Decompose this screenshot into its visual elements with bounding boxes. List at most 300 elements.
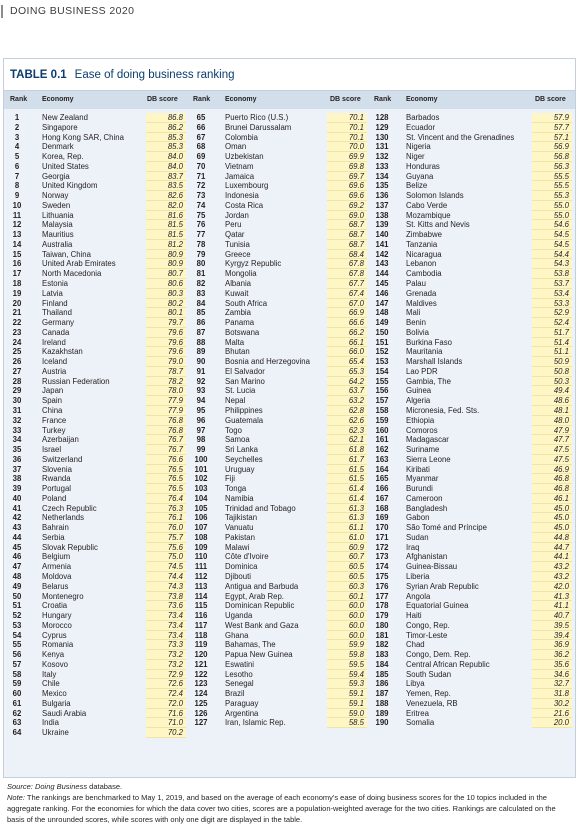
economy-cell: Honduras [406, 161, 440, 171]
rank-cell: 143 [375, 259, 389, 269]
rank-cell: 38 [12, 474, 22, 484]
economy-cell: Kiribati [406, 464, 430, 474]
rank-cell: 185 [375, 669, 389, 679]
score-cell: 49.4 [553, 386, 569, 396]
rank-cell: 75 [196, 210, 206, 220]
table-row [189, 426, 370, 436]
table-row [4, 220, 189, 230]
rank-cell: 61 [12, 698, 22, 708]
score-cell: 43.2 [553, 571, 569, 581]
economy-cell: Belize [406, 181, 428, 191]
economy-cell: Guatemala [225, 415, 264, 425]
score-cell: 67.7 [348, 279, 364, 289]
rank-cell: 136 [375, 191, 389, 201]
score-cell: 79.6 [167, 337, 183, 347]
rank-cell: 56 [12, 650, 22, 660]
rank-cell: 63 [12, 718, 22, 728]
rank-cell: 112 [194, 571, 208, 581]
economy-cell: Vanuatu [225, 523, 254, 533]
economy-cell: Madagascar [406, 435, 449, 445]
rank-cell: 135 [375, 181, 389, 191]
score-cell: 67.4 [348, 288, 364, 298]
rank-cell: 32 [12, 415, 22, 425]
rank-cell: 107 [194, 523, 208, 533]
score-cell: 54.5 [553, 239, 569, 249]
economy-cell: Latvia [42, 288, 63, 298]
rank-header: Rank [10, 96, 28, 103]
economy-cell: Hong Kong SAR, China [42, 132, 124, 142]
economy-cell: Eritrea [406, 708, 429, 718]
table-row [4, 269, 189, 279]
score-cell: 63.2 [348, 396, 364, 406]
rank-cell: 13 [12, 230, 22, 240]
score-cell: 44.7 [553, 542, 569, 552]
score-cell: 62.8 [348, 405, 364, 415]
score-cell: 73.2 [167, 650, 183, 660]
economy-cell: Romania [42, 640, 74, 650]
table-row [370, 474, 575, 484]
score-cell: 36.9 [553, 640, 569, 650]
score-cell: 69.9 [348, 152, 364, 162]
score-cell: 60.5 [348, 571, 364, 581]
economy-cell: Thailand [42, 308, 72, 318]
score-cell: 76.5 [167, 474, 183, 484]
rank-cell: 94 [196, 396, 206, 406]
rank-cell: 68 [196, 142, 206, 152]
score-cell: 55.0 [553, 200, 569, 210]
table-row [189, 562, 370, 572]
table-row [370, 377, 575, 387]
economy-cell: Australia [42, 239, 73, 249]
rank-cell: 182 [375, 640, 389, 650]
rank-cell: 98 [196, 435, 206, 445]
rank-cell: 130 [375, 132, 389, 142]
score-cell: 73.8 [167, 591, 183, 601]
rank-cell: 86 [196, 318, 206, 328]
score-cell: 80.7 [167, 269, 183, 279]
table-row [4, 230, 189, 240]
score-cell: 73.4 [167, 620, 183, 630]
table-row [370, 250, 575, 260]
score-cell: 75.6 [167, 542, 183, 552]
economy-cell: Ecuador [406, 122, 436, 132]
economy-cell: Malaysia [42, 220, 73, 230]
economy-cell: Namibia [225, 493, 254, 503]
rank-cell: 91 [196, 366, 206, 376]
score-cell: 76.0 [167, 523, 183, 533]
rank-cell: 165 [375, 474, 389, 484]
table-row [189, 416, 370, 426]
economy-cell: Lesotho [225, 669, 253, 679]
economy-cell: Taiwan, China [42, 249, 91, 259]
score-cell: 68.4 [348, 249, 364, 259]
score-cell: 61.8 [348, 445, 364, 455]
economy-cell: Dominica [225, 562, 258, 572]
rank-cell: 10 [12, 200, 22, 210]
economy-cell: Ireland [42, 337, 66, 347]
rank-cell: 168 [375, 503, 389, 513]
rank-cell: 163 [375, 454, 389, 464]
rank-cell: 95 [196, 405, 206, 415]
table-row [189, 328, 370, 338]
rank-cell: 96 [196, 415, 206, 425]
score-cell: 73.2 [167, 659, 183, 669]
rank-cell: 36 [12, 454, 22, 464]
score-cell: 76.8 [167, 425, 183, 435]
score-cell: 66.2 [348, 327, 364, 337]
rank-cell: 183 [375, 650, 389, 660]
economy-cell: Tonga [225, 484, 247, 494]
table-row [189, 386, 370, 396]
table-row [189, 269, 370, 279]
rank-cell: 9 [14, 191, 20, 201]
economy-cell: Trinidad and Tobago [225, 503, 296, 513]
economy-cell: Mali [406, 308, 421, 318]
economy-cell: Tanzania [406, 239, 438, 249]
rank-cell: 50 [12, 591, 22, 601]
table-row [4, 689, 189, 699]
economy-cell: Azerbaijan [42, 435, 79, 445]
table-row [4, 367, 189, 377]
table-row [4, 377, 189, 387]
table-row [4, 416, 189, 426]
table-row [370, 279, 575, 289]
score-cell: 86.8 [167, 113, 183, 122]
economy-cell: Nigeria [406, 142, 431, 152]
economy-cell: Somalia [406, 718, 435, 728]
score-cell: 45.0 [553, 503, 569, 513]
rank-cell: 52 [12, 611, 22, 621]
economy-cell: Greece [225, 249, 251, 259]
rank-cell: 51 [12, 601, 22, 611]
rank-cell: 138 [375, 210, 389, 220]
table-row [4, 474, 189, 484]
rank-cell: 158 [375, 405, 389, 415]
rank-cell: 2 [14, 122, 20, 132]
score-cell: 58.5 [348, 718, 364, 728]
table-row [370, 416, 575, 426]
economy-cell: Chad [406, 640, 425, 650]
table-row [189, 123, 370, 133]
score-cell: 68.7 [348, 239, 364, 249]
score-cell: 67.8 [348, 259, 364, 269]
table-row [370, 572, 575, 582]
table-row [189, 533, 370, 543]
rank-cell: 186 [375, 679, 389, 689]
score-cell: 55.5 [553, 181, 569, 191]
rank-cell: 137 [375, 200, 389, 210]
rank-cell: 184 [375, 659, 389, 669]
table-row [189, 474, 370, 484]
economy-cell: Zimbabwe [406, 230, 442, 240]
score-cell: 78.7 [167, 366, 183, 376]
economy-cell: Panama [225, 318, 255, 328]
economy-cell: Solomon Islands [406, 191, 464, 201]
table-row [370, 113, 575, 123]
economy-cell: Vietnam [225, 161, 254, 171]
economy-cell: Bhutan [225, 347, 250, 357]
economy-cell: Ukraine [42, 728, 69, 738]
table-row [370, 611, 575, 621]
table-row [4, 631, 189, 641]
economy-cell: Grenada [406, 288, 437, 298]
table-row [370, 338, 575, 348]
rank-header: Rank [193, 96, 211, 103]
rank-cell: 145 [375, 279, 389, 289]
table-row [189, 513, 370, 523]
economy-cell: Haiti [406, 611, 422, 621]
rank-cell: 114 [194, 591, 208, 601]
economy-cell: Botswana [225, 327, 260, 337]
table-row [4, 699, 189, 709]
table-row [370, 513, 575, 523]
economy-cell: Kosovo [42, 659, 69, 669]
table-row [4, 640, 189, 650]
table-row [189, 230, 370, 240]
economy-cell: North Macedonia [42, 269, 102, 279]
rank-cell: 151 [375, 337, 389, 347]
score-cell: 69.8 [348, 161, 364, 171]
score-cell: 57.7 [553, 122, 569, 132]
table-row [4, 592, 189, 602]
rank-cell: 120 [194, 650, 208, 660]
economy-cell: Slovenia [42, 464, 72, 474]
rank-cell: 76 [196, 220, 206, 230]
score-cell: 76.7 [167, 445, 183, 455]
score-cell: 75.7 [167, 532, 183, 542]
score-cell: 83.7 [167, 171, 183, 181]
rank-cell: 109 [194, 542, 208, 552]
score-cell: 59.5 [348, 659, 364, 669]
table-row [4, 552, 189, 562]
rank-cell: 128 [375, 113, 389, 122]
economy-cell: Bulgaria [42, 698, 71, 708]
economy-cell: Tunisia [225, 239, 250, 249]
rank-cell: 149 [375, 318, 389, 328]
economy-cell: Angola [406, 591, 431, 601]
table-row [370, 162, 575, 172]
score-cell: 61.4 [348, 493, 364, 503]
economy-cell: South Sudan [406, 669, 452, 679]
rank-cell: 103 [194, 484, 208, 494]
table-row [189, 660, 370, 670]
table-row [189, 347, 370, 357]
rank-cell: 159 [375, 415, 389, 425]
score-cell: 62.6 [348, 415, 364, 425]
economy-cell: Moldova [42, 571, 72, 581]
score-cell: 67.0 [348, 298, 364, 308]
economy-cell: Norway [42, 191, 69, 201]
economy-cell: Germany [42, 318, 75, 328]
economy-cell: Albania [225, 279, 252, 289]
rank-cell: 21 [12, 308, 22, 318]
score-cell: 84.0 [167, 152, 183, 162]
rank-cell: 18 [12, 279, 22, 289]
score-cell: 80.2 [167, 298, 183, 308]
economy-cell: Malawi [225, 542, 250, 552]
table-row [370, 259, 575, 269]
economy-cell: Comoros [406, 425, 438, 435]
table-row [370, 142, 575, 152]
rank-cell: 110 [194, 552, 208, 562]
score-header: DB score [330, 96, 361, 103]
table-row [4, 299, 189, 309]
rank-cell: 25 [12, 347, 22, 357]
table-row [4, 650, 189, 660]
table-row [370, 601, 575, 611]
table-row [370, 455, 575, 465]
rank-cell: 100 [194, 454, 208, 464]
score-cell: 47.5 [553, 454, 569, 464]
table-row [4, 718, 189, 728]
table-row [4, 426, 189, 436]
table-row [370, 152, 575, 162]
score-cell: 73.4 [167, 611, 183, 621]
economy-cell: Myanmar [406, 474, 439, 484]
rank-cell: 125 [194, 698, 208, 708]
score-cell: 68.7 [348, 220, 364, 230]
economy-cell: India [42, 718, 59, 728]
score-cell: 79.6 [167, 327, 183, 337]
economy-cell: Burkina Faso [406, 337, 452, 347]
score-cell: 76.1 [167, 513, 183, 523]
economy-cell: Eswatini [225, 659, 255, 669]
rank-cell: 164 [375, 464, 389, 474]
score-cell: 78.2 [167, 376, 183, 386]
economy-cell: Iran, Islamic Rep. [225, 718, 286, 728]
economy-cell: Oman [225, 142, 247, 152]
table-row [370, 308, 575, 318]
table-row [370, 552, 575, 562]
rank-cell: 101 [194, 464, 208, 474]
table-row [189, 631, 370, 641]
economy-cell: Canada [42, 327, 70, 337]
rank-cell: 35 [12, 445, 22, 455]
score-cell: 56.8 [553, 152, 569, 162]
rank-cell: 104 [194, 493, 208, 503]
score-cell: 66.6 [348, 318, 364, 328]
score-cell: 59.1 [348, 698, 364, 708]
rank-cell: 67 [196, 132, 206, 142]
table-row [4, 523, 189, 533]
table-row [370, 621, 575, 631]
rank-cell: 131 [375, 142, 389, 152]
table-row [370, 484, 575, 494]
table-row [189, 220, 370, 230]
rank-cell: 4 [14, 142, 20, 152]
table-row [189, 162, 370, 172]
table-row [4, 172, 189, 182]
table-label: TABLE 0.1 [10, 68, 67, 81]
economy-cell: Peru [225, 220, 242, 230]
economy-cell: Georgia [42, 171, 70, 181]
table-row [4, 162, 189, 172]
rank-cell: 153 [375, 357, 389, 367]
rank-cell: 90 [196, 357, 206, 367]
score-cell: 59.0 [348, 708, 364, 718]
score-cell: 86.2 [167, 122, 183, 132]
rank-cell: 181 [375, 630, 389, 640]
economy-cell: Maldives [406, 298, 437, 308]
economy-header: Economy [42, 96, 74, 103]
score-cell: 85.3 [167, 132, 183, 142]
table-row [370, 543, 575, 553]
table-row [4, 396, 189, 406]
economy-header: Economy [225, 96, 257, 103]
table-row [189, 181, 370, 191]
economy-cell: Sweden [42, 200, 71, 210]
economy-cell: Equatorial Guinea [406, 601, 469, 611]
table-row [370, 386, 575, 396]
economy-cell: Montenegro [42, 591, 84, 601]
economy-cell: Central African Republic [406, 659, 490, 669]
score-cell: 69.7 [348, 171, 364, 181]
table-row [370, 631, 575, 641]
ranking-column-3 [370, 91, 575, 777]
rank-cell: 147 [375, 298, 389, 308]
economy-cell: El Salvador [225, 366, 265, 376]
table-row [370, 494, 575, 504]
table-row [370, 445, 575, 455]
table-row [4, 504, 189, 514]
score-cell: 71.0 [167, 718, 183, 728]
score-cell: 81.5 [167, 220, 183, 230]
score-cell: 77.9 [167, 396, 183, 406]
rank-cell: 66 [196, 122, 206, 132]
economy-cell: Jordan [225, 210, 249, 220]
table-row [189, 601, 370, 611]
score-cell: 79.6 [167, 347, 183, 357]
ranking-column-2 [189, 91, 370, 777]
score-cell: 60.0 [348, 601, 364, 611]
economy-cell: Malta [225, 337, 245, 347]
rank-cell: 43 [12, 523, 22, 533]
table-row [189, 396, 370, 406]
table-row [189, 679, 370, 689]
economy-cell: Barbados [406, 113, 440, 122]
rank-cell: 162 [375, 445, 389, 455]
score-cell: 74.3 [167, 581, 183, 591]
score-cell: 67.8 [348, 269, 364, 279]
table-row [189, 191, 370, 201]
rank-cell: 64 [12, 728, 22, 738]
rank-cell: 12 [12, 220, 22, 230]
table-row [189, 592, 370, 602]
score-cell: 54.6 [553, 220, 569, 230]
table-row [4, 435, 189, 445]
economy-cell: Saudi Arabia [42, 708, 87, 718]
economy-cell: Marshall Islands [406, 357, 463, 367]
table-row [370, 592, 575, 602]
score-cell: 34.6 [553, 669, 569, 679]
rank-cell: 42 [12, 513, 22, 523]
table-row [370, 347, 575, 357]
table-caption [4, 59, 575, 91]
table-row [370, 718, 575, 728]
rank-cell: 30 [12, 396, 22, 406]
economy-cell: United Arab Emirates [42, 259, 116, 269]
economy-cell: Papua New Guinea [225, 650, 293, 660]
rank-cell: 142 [375, 249, 389, 259]
score-cell: 43.2 [553, 562, 569, 572]
table-row [189, 699, 370, 709]
economy-cell: Austria [42, 366, 67, 376]
economy-cell: Croatia [42, 601, 68, 611]
score-cell: 59.4 [348, 669, 364, 679]
rank-cell: 146 [375, 288, 389, 298]
table-row [370, 679, 575, 689]
rank-cell: 115 [194, 601, 208, 611]
